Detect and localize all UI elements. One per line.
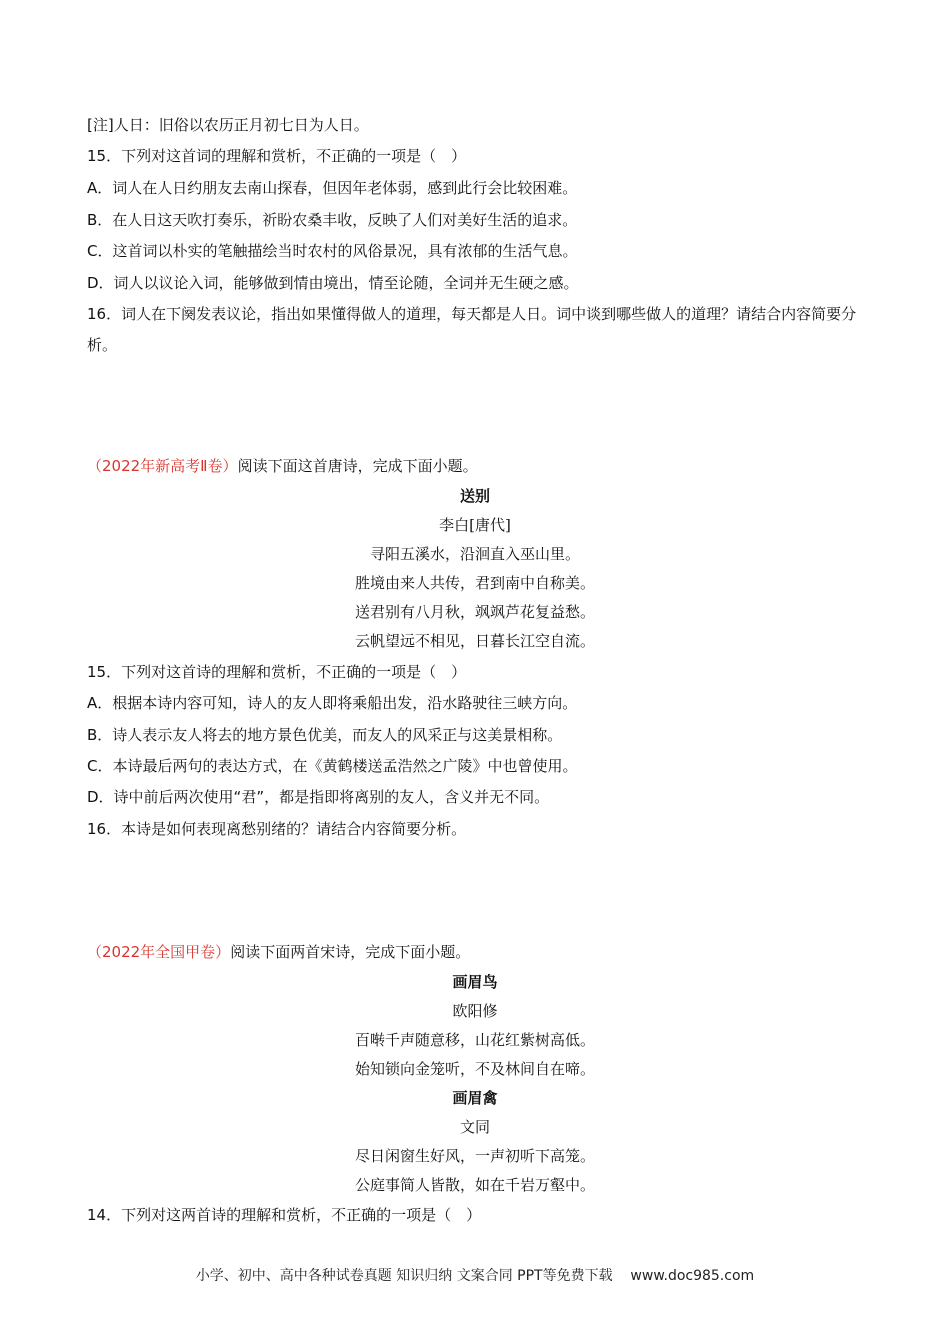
option-c: C．本诗最后两句的表达方式，在《黄鹤楼送孟浩然之广陵》中也曾使用。 xyxy=(87,757,578,775)
footer-url[interactable]: www.doc985.com xyxy=(630,1268,755,1284)
section-intro xyxy=(87,456,478,476)
intro-text: 阅读下面这首唐诗，完成下面小题。 xyxy=(237,457,478,475)
poem-line: 百啭千声随意移，山花红紫树高低。 xyxy=(354,1031,595,1049)
option-b: B．在人日这天吹打奏乐，祈盼农桑丰收，反映了人们对美好生活的追求。 xyxy=(87,211,578,229)
intro-text: 阅读下面两首宋诗，完成下面小题。 xyxy=(230,943,471,961)
exam-source-label: （2022年新高考Ⅱ卷） xyxy=(87,457,238,475)
option-d: D．诗中前后两次使用“君”，都是指即将离别的友人，含义并无不同。 xyxy=(87,788,550,806)
poem-line: 公庭事简人皆散，如在千岩万壑中。 xyxy=(354,1176,595,1194)
option-d: D．词人以议论入词，能够做到情由境出，情至论随，全词并无生硬之感。 xyxy=(87,274,579,292)
question-14-stem: 14．下列对这两首诗的理解和赏析，不正确的一项是（ ） xyxy=(87,1206,482,1224)
option-b: B．诗人表示友人将去的地方景色优美，而友人的风采正与这美景相称。 xyxy=(87,726,563,744)
poem-title: 画眉鸟 xyxy=(452,973,498,991)
option-a: A．词人在人日约朋友去南山探春，但因年老体弱，感到此行会比较困难。 xyxy=(87,179,578,197)
footer-text: 小学、初中、高中各种试卷真题 知识归纳 文案合同 PPT等免费下载 xyxy=(195,1268,613,1284)
poem-title: 送别 xyxy=(459,487,490,505)
poem-author: 李白[唐代] xyxy=(439,516,511,534)
question-16-stem: 16．本诗是如何表现离愁别绪的？请结合内容简要分析。 xyxy=(87,820,467,838)
poem-line: 始知锁向金笼听，不及林间自在啼。 xyxy=(354,1060,595,1078)
option-a: A．根据本诗内容可知，诗人的友人即将乘船出发，沿水路驶往三峡方向。 xyxy=(87,694,578,712)
page-footer xyxy=(0,1266,950,1286)
poem-title: 画眉禽 xyxy=(452,1089,498,1107)
poem-author: 文同 xyxy=(459,1118,490,1136)
poem-line: 寻阳五溪水，沿洄直入巫山里。 xyxy=(369,545,580,563)
question-15-stem: 15．下列对这首词的理解和赏析，不正确的一项是（ ） xyxy=(87,147,467,165)
poem-line: 胜境由来人共传，君到南中自称美。 xyxy=(354,574,595,592)
exam-source-label: （2022年全国甲卷） xyxy=(87,943,231,961)
section-intro xyxy=(87,942,470,962)
question-16-stem: 16．词人在下阕发表议论，指出如果懂得做人的道理，每天都是人日。词中谈到哪些做人的道理？请结合内容简要分析。 xyxy=(87,305,857,354)
note-text: [注]人日：旧俗以农历正月初七日为人日。 xyxy=(87,116,369,134)
poem-line: 云帆望远不相见，日暮长江空自流。 xyxy=(354,632,595,650)
poem-line: 尽日闲窗生好风，一声初听下高笼。 xyxy=(354,1147,595,1165)
poem-line: 送君别有八月秋，飒飒芦花复益愁。 xyxy=(354,603,595,621)
question-15-stem: 15．下列对这首诗的理解和赏析，不正确的一项是（ ） xyxy=(87,663,467,681)
poem-author: 欧阳修 xyxy=(452,1002,498,1020)
option-c: C．这首词以朴实的笔触描绘当时农村的风俗景况，具有浓郁的生活气息。 xyxy=(87,242,578,260)
